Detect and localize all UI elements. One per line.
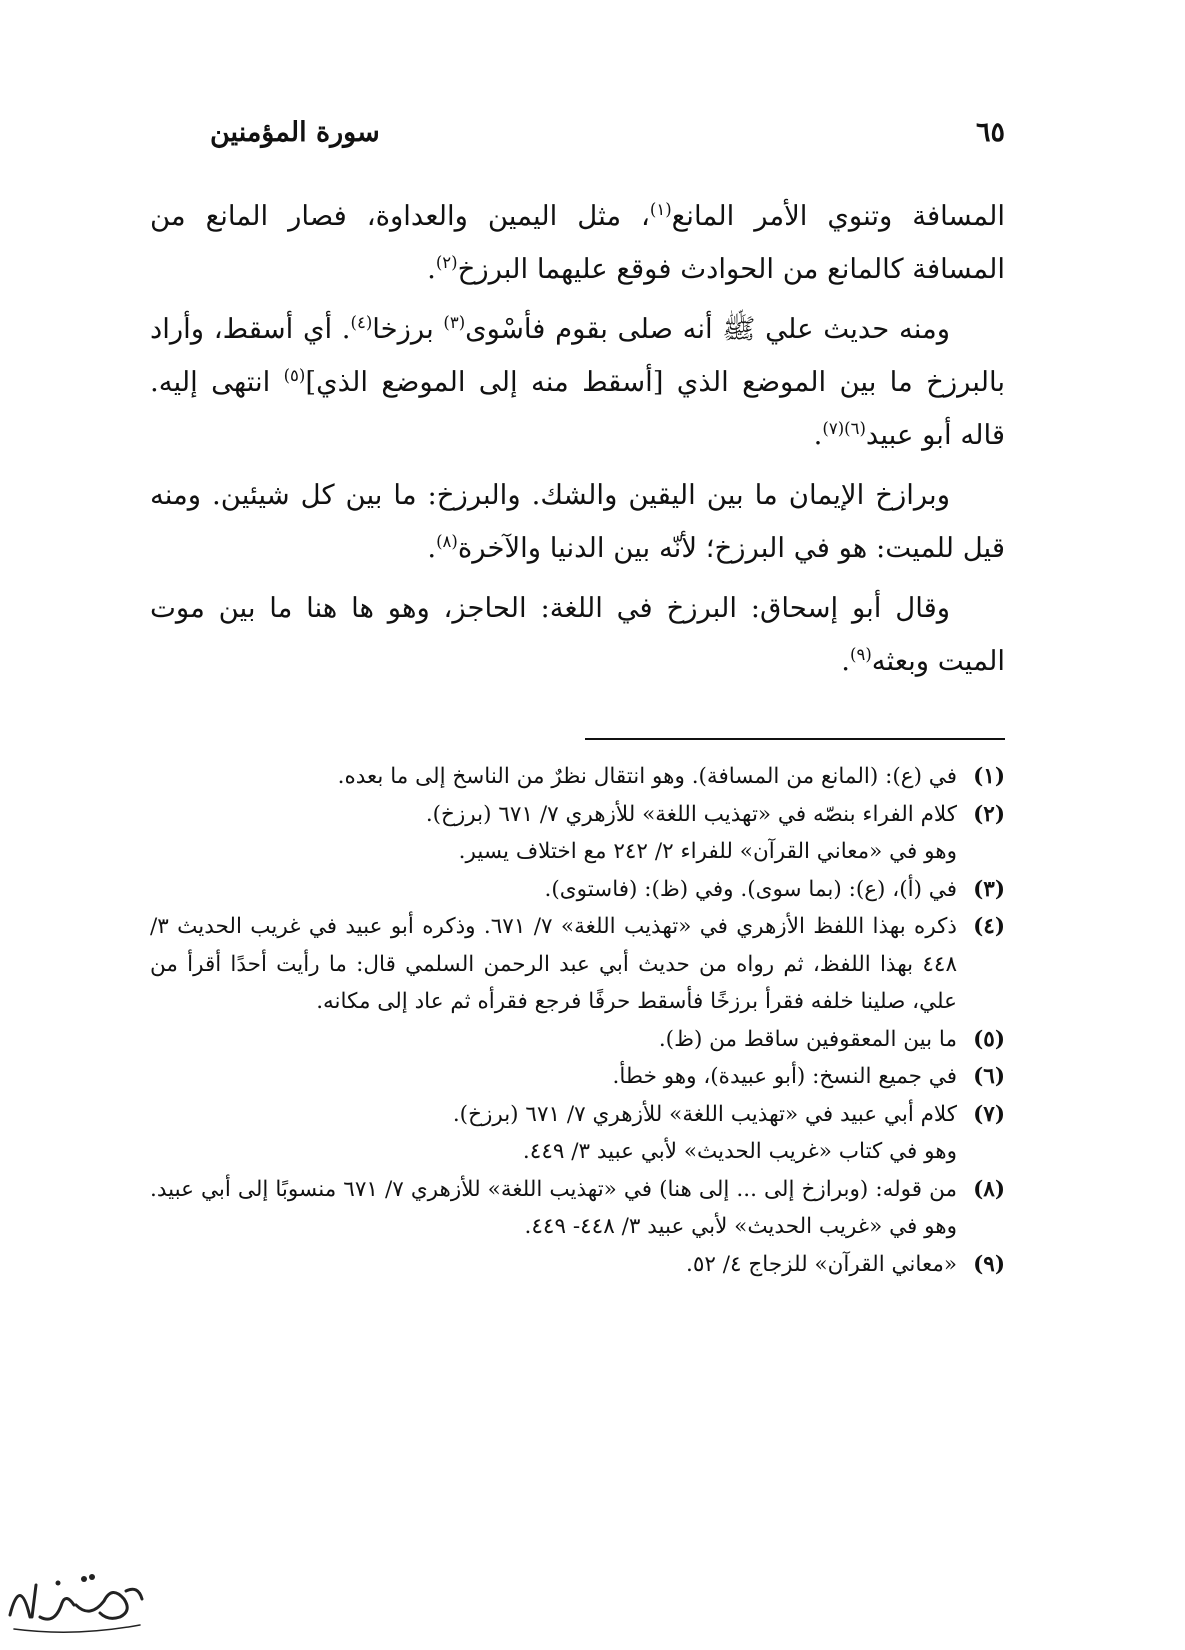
footnote-3: (٣) في (أ)، (ع): (بما سوى). وفي (ظ): (فاستوى). bbox=[544, 876, 1005, 902]
footnote-ref-2[interactable]: (٢) bbox=[435, 252, 458, 272]
paragraph-1: المسافة وتنوي الأمر المانع$^{(١)}$، مثل اليمين والعداوة، فصار المانع من المسافة كالمانع من الحوادث فوقع عليهما البرزخ$^{(٢)}$. bbox=[150, 199, 1005, 285]
footnote-ref-3[interactable]: (٣) bbox=[443, 312, 466, 332]
footnote-6: (٦) في جميع النسخ: (أبو عبيدة)، وهو خطأ. bbox=[612, 1064, 1005, 1089]
footnote-ref-8[interactable]: (٨) bbox=[436, 531, 458, 551]
surah-title: سورة المؤمنين bbox=[210, 116, 380, 148]
page-header bbox=[210, 112, 1005, 152]
footnote-ref-1[interactable]: (١) bbox=[649, 199, 672, 219]
footnote-8: (٨) من قوله: (وبرازخ إلى ... إلى هنا) في «تهذيب اللغة» للأزهري ٧/ ٦٧١ منسوبًا إلى أبي عبيد. وهو في «غريب الحديث» لأبي عبيد ٣/ ٤٤٨- ٤٤٩. bbox=[150, 1176, 1005, 1239]
footnote-9: (٩) «معاني القرآن» للزجاج ٤/ ٥٢. bbox=[685, 1251, 1005, 1277]
paragraph-4: وقال أبو إسحاق: البرزخ في اللغة: الحاجز، وهو ها هنا ما بين موت الميت وبعثه$^{(٩)}$. bbox=[150, 592, 1005, 677]
footnote-ref-9[interactable]: (٩) bbox=[850, 644, 872, 664]
main-text bbox=[150, 190, 1005, 688]
paragraph-2: ومنه حديث علي ﷺ أنه صلى بقوم فأسْوى$^{(٣)}$ برزخا$^{(٤)}$. أي أسقط، وأراد بالبرزخ ما بين الموضع الذي [أسقط منه إلى الموضع الذي]$^{(٥)}$ انتهى إليه. قاله أبو عبيد$^{(٦)(٧)}$. bbox=[150, 312, 1005, 451]
footnote-2: (٢) كلام الفراء بنصّه في «تهذيب اللغة» للأزهري ٧/ ٦٧١ (برزخ). وهو في «معاني القرآن» للفراء ٢/ ٢٤٢ مع اختلاف يسير. bbox=[425, 801, 1005, 864]
publisher-calligraphy-logo-icon bbox=[0, 1555, 150, 1647]
footnote-ref-5[interactable]: (٥) bbox=[283, 365, 306, 385]
footnote-1: (١) في (ع): (المانع من المسافة). وهو انتقال نظرٌ من الناسخ إلى ما بعده. bbox=[337, 764, 1005, 789]
footnote-ref-4[interactable]: (٤) bbox=[350, 312, 373, 332]
footnote-7: (٧) كلام أبي عبيد في «تهذيب اللغة» للأزهري ٧/ ٦٧١ (برزخ). وهو في كتاب «غريب الحديث» لأبي عبيد ٣/ ٤٤٩. bbox=[452, 1101, 1005, 1164]
footnote-4: (٤) ذكره بهذا اللفظ الأزهري في «تهذيب اللغة» ٧/ ٦٧١. وذكره أبو عبيد في غريب الحديث ٣/ ٤٤٨ بهذا اللفظ، ثم رواه من حديث أبي عبد الرحمن السلمي قال: ما رأيت أحدًا أقرأ من علي، صلينا خلفه فقرأ برزخًا فأسقط حرفًا فرجع فقرأه ثم عاد إلى مكانه. bbox=[150, 914, 1005, 1014]
paragraph-3: وبرازخ الإيمان ما بين اليقين والشك. والبرزخ: ما بين كل شيئين. ومنه قيل للميت: هو في البرزخ؛ لأنّه بين الدنيا والآخرة$^{(٨)}$. bbox=[150, 479, 1005, 564]
footnotes-section bbox=[150, 758, 1005, 1283]
footnote-5: (٥) ما بين المعقوفين ساقط من (ظ). bbox=[658, 1026, 1005, 1052]
footnote-ref-6-7[interactable]: (٦)(٧) bbox=[822, 418, 866, 438]
footnote-divider bbox=[585, 738, 1005, 740]
page-number: ٦٥ bbox=[975, 116, 1005, 148]
